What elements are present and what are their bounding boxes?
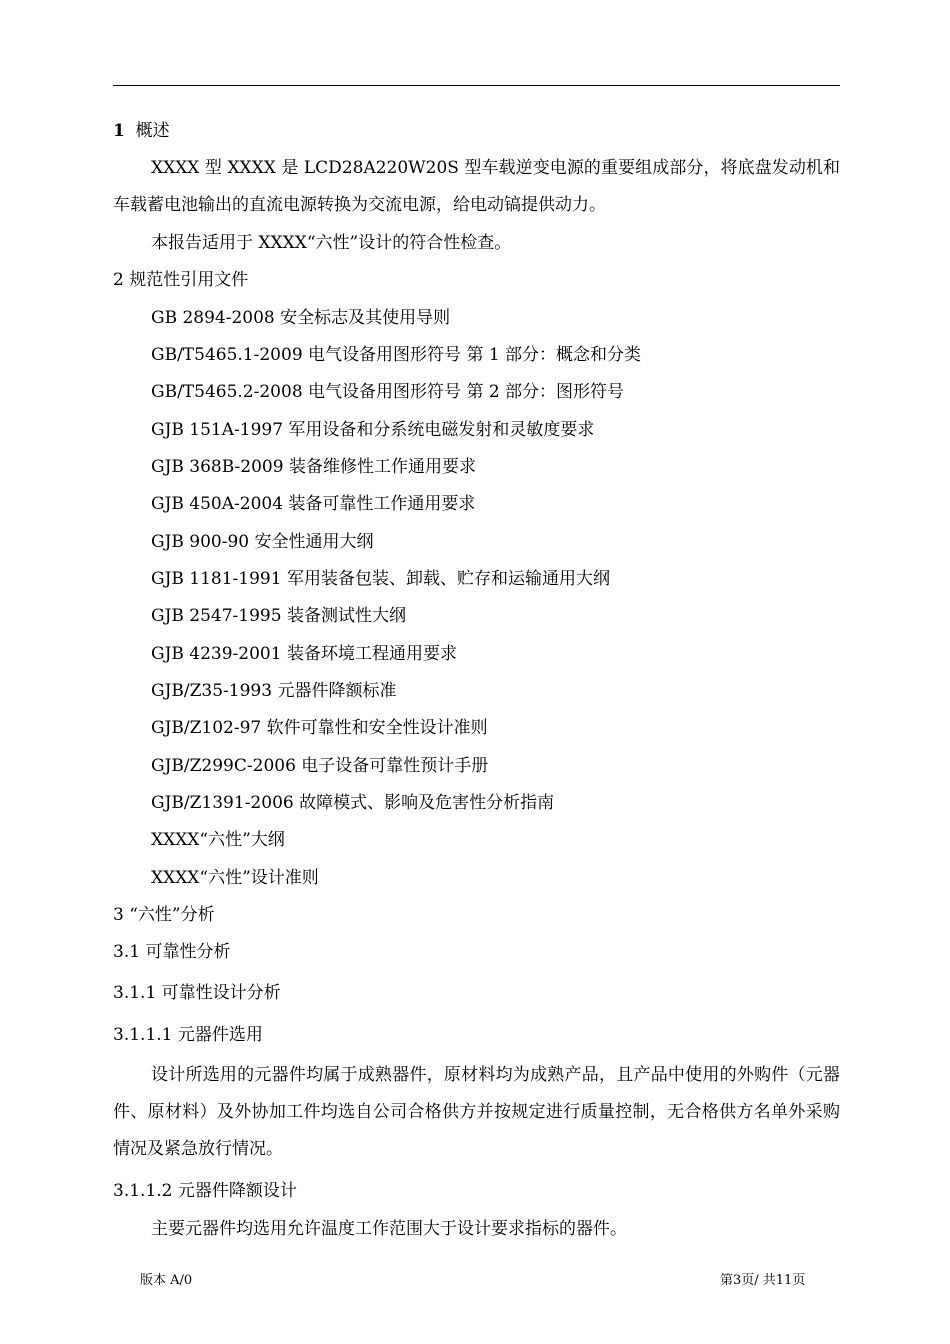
- reference-item: GB/T5465.1-2009 电气设备用图形符号 第 1 部分：概念和分类: [151, 345, 642, 365]
- section-1-title: 概述: [135, 121, 170, 141]
- section-1-paragraph-2: 本报告适用于 XXXX“六性”设计的符合性检查。: [151, 233, 512, 253]
- header-rule: [113, 85, 840, 86]
- reference-item: GJB 151A-1997 军用设备和分系统电磁发射和灵敏度要求: [151, 420, 595, 440]
- reference-item: GJB/Z102-97 软件可靠性和安全性设计准则: [151, 718, 488, 738]
- section-3-heading: 3 “六性”分析: [113, 905, 215, 925]
- section-1-number: 1: [113, 121, 125, 141]
- reference-item: XXXX“六性”大纲: [151, 830, 285, 850]
- section-3-1-1-1-paragraph: 设计所选用的元器件均属于成熟器件，原材料均为成熟产品，且产品中使用的外购件（元器件、原材料）及外协加工件均选自公司合格供方并按规定进行质量控制，无合格供方名单外采购情况及紧急放行情况。: [113, 1065, 840, 1159]
- reference-item: GJB 450A-2004 装备可靠性工作通用要求: [151, 494, 476, 514]
- reference-item: XXXX“六性”设计准则: [151, 868, 319, 888]
- footer-version: 版本 A/0: [140, 1273, 193, 1288]
- section-2-heading: 2 规范性引用文件: [113, 270, 249, 290]
- reference-item: GJB 1181-1991 军用装备包装、卸载、贮存和运输通用大纲: [151, 569, 610, 589]
- footer-page-number: 第3页/ 共11页: [720, 1273, 806, 1288]
- section-3-1-1-2-heading: 3.1.1.2 元器件降额设计: [113, 1181, 297, 1201]
- section-3-1-1-heading: 3.1.1 可靠性设计分析: [113, 983, 281, 1003]
- section-3-1-1-1-heading: 3.1.1.1 元器件选用: [113, 1025, 263, 1045]
- section-1-paragraph-1: XXXX 型 XXXX 是 LCD28A220W20S 型车载逆变电源的重要组成部分，将底盘发动机和车载蓄电池输出的直流电源转换为交流电源，给电动镐提供动力。: [113, 158, 840, 215]
- section-3-1-1-2-paragraph: 主要元器件均选用允许温度工作范围大于设计要求指标的器件。: [151, 1219, 627, 1239]
- reference-item: GB 2894-2008 安全标志及其使用导则: [151, 308, 451, 328]
- section-3-1-heading: 3.1 可靠性分析: [113, 942, 231, 962]
- reference-item: GJB 900-90 安全性通用大纲: [151, 532, 374, 552]
- reference-item: GJB/Z35-1993 元器件降额标准: [151, 681, 397, 701]
- reference-item: GB/T5465.2-2008 电气设备用图形符号 第 2 部分：图形符号: [151, 382, 625, 402]
- section-1-heading: [113, 121, 170, 141]
- reference-item: GJB 4239-2001 装备环境工程通用要求: [151, 644, 457, 664]
- reference-item: GJB/Z299C-2006 电子设备可靠性预计手册: [151, 756, 489, 776]
- reference-item: GJB/Z1391-2006 故障模式、影响及危害性分析指南: [151, 793, 555, 813]
- reference-item: GJB 2547-1995 装备测试性大纲: [151, 606, 406, 626]
- reference-item: GJB 368B-2009 装备维修性工作通用要求: [151, 457, 476, 477]
